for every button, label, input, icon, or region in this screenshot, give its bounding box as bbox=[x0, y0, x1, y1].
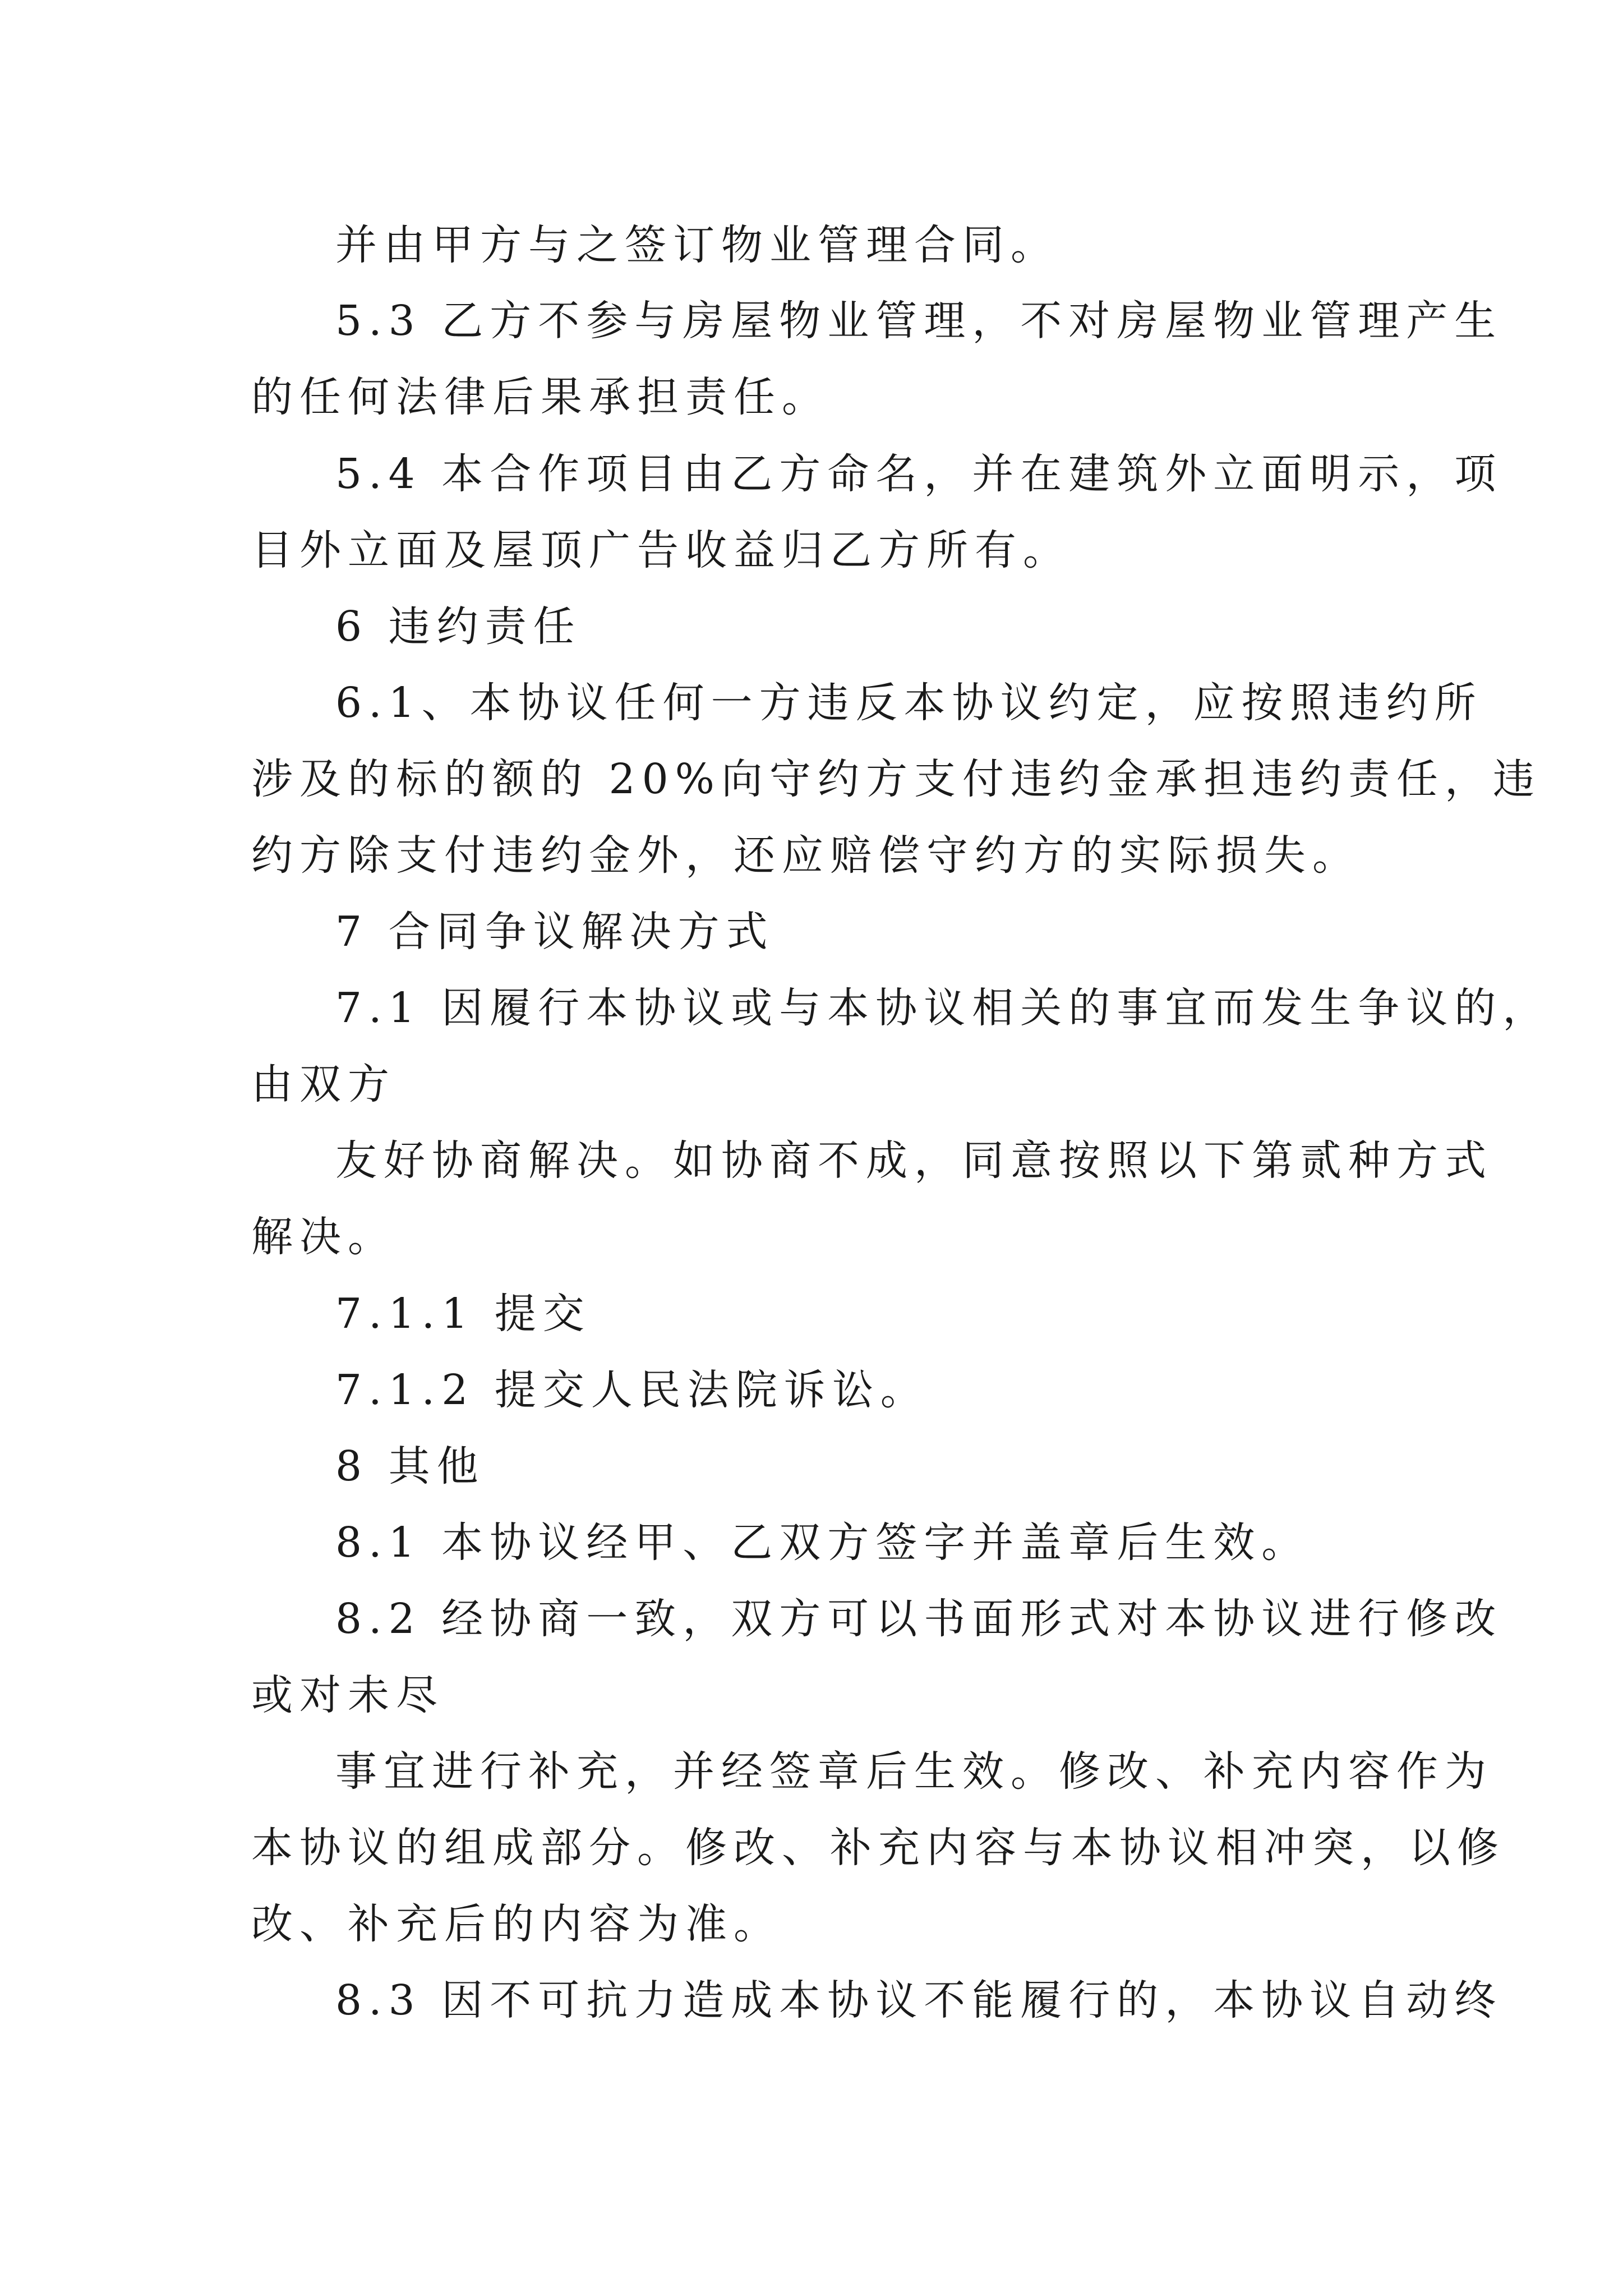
text-line: 或对未尽 bbox=[251, 1671, 444, 1719]
text-line: 5.4 本合作项目由乙方命名，并在建筑外立面明示，项 bbox=[335, 450, 1503, 498]
section-heading: 8 其他 bbox=[335, 1442, 485, 1490]
text-line: 涉及的标的额的 20%向守约方支付违约金承担违约责任，违 bbox=[251, 755, 1541, 803]
text-line: 目外立面及屋顶广告收益归乙方所有。 bbox=[251, 526, 1071, 574]
text-line: 8.1 本协议经甲、乙双方签字并盖章后生效。 bbox=[335, 1519, 1310, 1567]
text-line: 由双方 bbox=[251, 1060, 396, 1108]
text-line: 6.1、本协议任何一方违反本协议约定，应按照违约所 bbox=[335, 679, 1483, 727]
section-heading: 6 违约责任 bbox=[335, 602, 582, 651]
text-line: 约方除支付违约金外，还应赔偿守约方的实际损失。 bbox=[251, 831, 1361, 880]
text-line: 友好协商解决。如协商不成，同意按照以下第贰种方式 bbox=[335, 1137, 1493, 1185]
text-line: 并由甲方与之签订物业管理合同。 bbox=[335, 221, 1059, 269]
text-line: 7.1.2 提交人民法院诉讼。 bbox=[335, 1366, 929, 1414]
text-line: 5.3 乙方不参与房屋物业管理，不对房屋物业管理产生 bbox=[335, 297, 1503, 345]
text-line: 8.2 经协商一致，双方可以书面形式对本协议进行修改 bbox=[335, 1595, 1503, 1643]
text-line: 事宜进行补充，并经签章后生效。修改、补充内容作为 bbox=[335, 1747, 1493, 1796]
text-line: 8.3 因不可抗力造成本协议不能履行的，本协议自动终 bbox=[335, 1976, 1503, 2024]
text-line: 解决。 bbox=[251, 1213, 396, 1261]
text-line: 的任何法律后果承担责任。 bbox=[251, 373, 830, 421]
section-heading: 7 合同争议解决方式 bbox=[335, 908, 774, 956]
text-line: 7.1.1 提交 bbox=[335, 1290, 591, 1338]
text-line: 7.1 因履行本协议或与本协议相关的事宜而发生争议的， bbox=[335, 984, 1551, 1032]
text-line: 改、补充后的内容为准。 bbox=[251, 1900, 782, 1948]
text-line: 本协议的组成部分。修改、补充内容与本协议相冲突，以修 bbox=[251, 1824, 1505, 1872]
